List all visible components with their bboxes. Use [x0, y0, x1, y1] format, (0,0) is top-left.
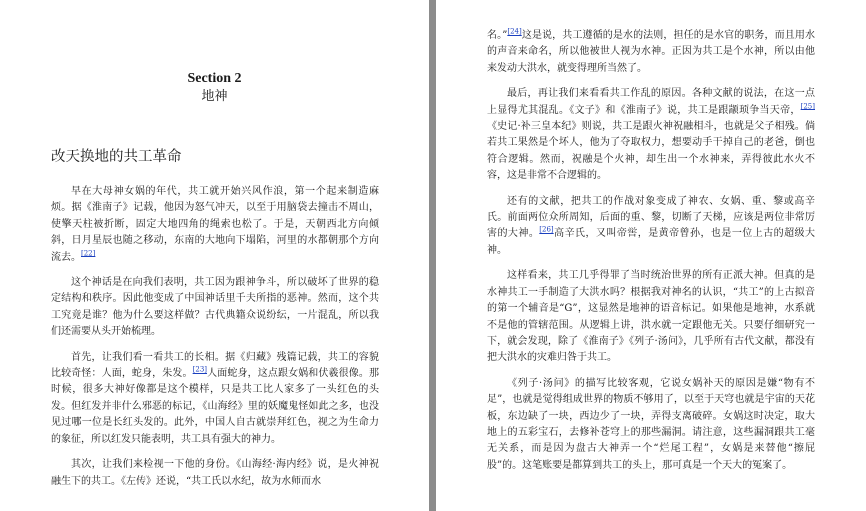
right-page	[436, 0, 866, 511]
footnote-link[interactable]: [24]	[507, 27, 522, 36]
left-page	[0, 0, 429, 511]
paragraph: 这样看来，共工几乎得罪了当时统治世界的所有正派大神。但真的是水神共工一手制造了大洪水吗？根据我对神名的认识，“共工”的上古拟音的第一个辅音是“G”，这显然是地神的语音标记。如果他是地神，水系就不是他的管辖范围。从逻辑上讲，洪水就一定跟他无关。只要仔细研究一下，就会发现，除了《淮南子》《列子·汤问》，几乎所有古代文献，都没有把大洪水的灾难归咎于共工。	[487, 270, 815, 364]
paragraph: 《列子·汤问》的描写比较客观，它说女娲补天的原因是嫌“物有不足”，也就是觉得组成世界的物质不够用了，以至于天穹也就是宇宙的天花板，东边缺了一块，西边少了一块，弄得支离破碎。女娲这时决定，取大地上的五彩宝石，去修补苍穹上的那些漏洞。请注意，这些漏洞跟共工毫无关系，而是因为盘古大神弄一个“烂尾工程”，女娲是来替他“擦屁股”的。这笔账要是都算到共工的头上，那可真是一个天大的冤案了。	[487, 377, 815, 471]
paragraph: 早在大母神女娲的年代，共工就开始兴风作浪，第一个起来制造麻烦。据《淮南子》记载，他因为怒气冲天，以至于用脑袋去撞击不周山，使擎天柱被折断，固定大地四角的绳索也松了。于是，天朝西北方向倾斜，日月星辰也随之移动，东南的大地向下塌陷，河里的水都朝那个方向流去。[22]	[51, 186, 379, 263]
page-divider	[429, 0, 436, 511]
paragraph: 这个神话是在向我们表明，共工因为跟神争斗，所以破坏了世界的稳定结构和秩序。因此他变成了中国神话里千夫所指的恶神。然而，这个共工究竟是谁？他为什么要这样做？古代典籍众说纷纭，一片混乱，所以我们还需要从头开始梳理。	[51, 277, 379, 338]
left-body-text	[51, 184, 379, 499]
section-heading	[0, 70, 429, 106]
section-subtitle: 地神	[201, 89, 228, 104]
right-body-text	[487, 28, 815, 483]
chapter-title: 改天换地的共工革命	[51, 149, 182, 165]
footnote-link[interactable]: [25]	[800, 102, 815, 111]
paragraph: 最后，再让我们来看看共工作乱的原因。各种文献的说法，在这一点上显得尤其混乱。《文子》和《淮南子》说，共工是跟颛顼争当天帝，[25]《史记·补三皇本纪》则说，共工是跟火神祝融相斗，也就是父子相残。倘若共工果然是个坏人，他为了夺取权力，想要动手干掉自己的老爸，倒也符合逻辑。然而，祝融是个火神，却生出一个水神来，弄得彼此水火不容，这是非常不合逻辑的。	[487, 88, 815, 182]
footnote-link[interactable]: [23]	[192, 365, 208, 374]
paragraph: 还有的文献，把共工的作战对象变成了神农、女娲、重、黎或高辛氏。前面两位众所周知，后面的重、黎，切断了天梯，应该是两位非常厉害的大神。[26]高辛氏，又叫帝喾，是黄帝曾孙，也是一位上古的超级大神。	[487, 195, 816, 256]
footnote-link[interactable]: [26]	[539, 226, 554, 235]
paragraph: 其次，让我们来检视一下他的身份。《山海经·海内经》说，是火神祝融生下的共工。《左传》还说，“共工氏以水纪，故为水师而水	[51, 459, 379, 487]
paragraph: 首先，让我们看一看共工的长相。据《归藏》残篇记载，共工的容貌比较奇怪：人面，蛇身，朱发。[23]人面蛇身，这点跟女娲和伏羲很像。那时候，很多大神好像都是这个模样，只是共工比人家多了一头红色的头发。但红发并非什么邪恶的标记，《山海经》里的妖魔鬼怪如此之多，也没见过哪一位是长红头发的。此外，中国人自古就崇拜红色，视之为生命力的象征，所以红发只能表明，共工具有强大的神力。	[51, 351, 380, 445]
footnote-link[interactable]: [22]	[81, 249, 96, 258]
section-number: Section 2	[187, 71, 242, 86]
paragraph: 名。”[24]这是说，共工遵循的是水的法则，担任的是水官的职务，而且用水的声音来命名，所以他被世人视为水神。正因为共工是个水神，所以由他来发动大洪水，就变得理所当然了。	[487, 27, 815, 74]
